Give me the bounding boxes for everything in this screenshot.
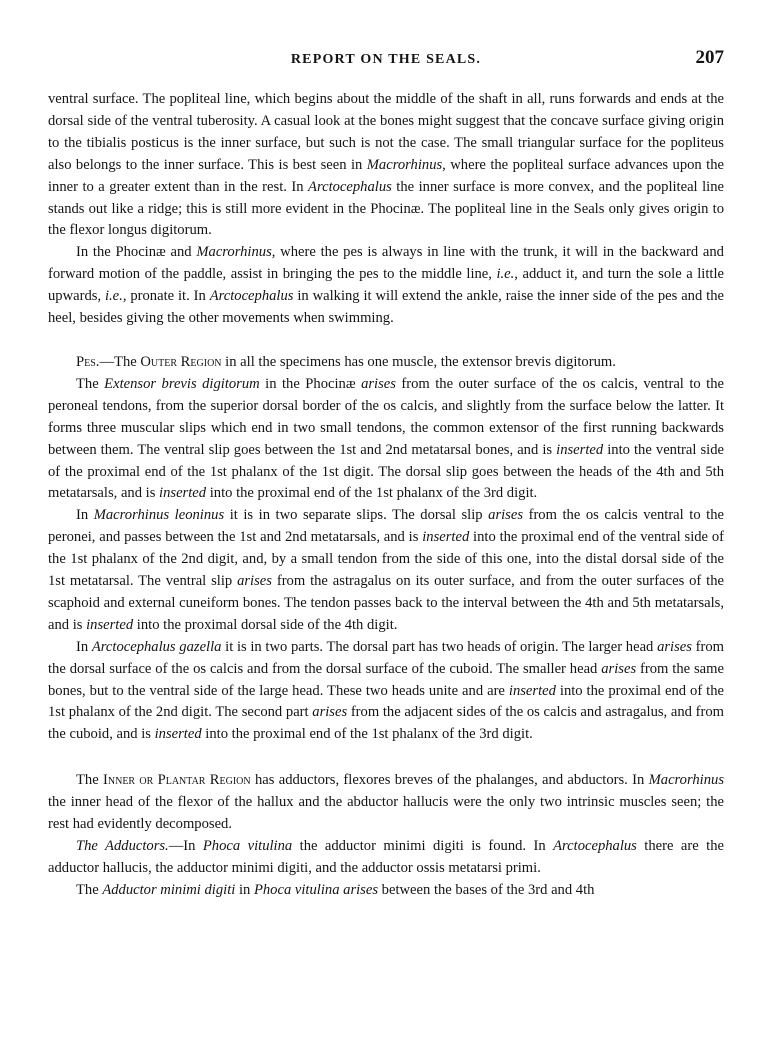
text-run: there are the adductor hallucis, the adductor minimi digiti, and the adductor ossis metatarsi primi. [48,838,724,876]
text-run: adduct it, and turn the sole a little upwards, [48,266,724,305]
text-run: the inner surface is more convex, and the popliteal line stands out like a ridge; this is still more evident in the Phocinæ. The popliteal line in the Seals only gives origin to the flexor longus digitorum. [48,178,724,239]
text-run: into the proximal end of the 1st phalanx of the 3rd digit. [201,726,533,743]
text-run: pronate it. In [126,288,210,305]
small-caps-run: Inner or Plantar Region [103,772,251,789]
text-run: In the Phocinæ and [76,244,197,261]
italic-run: The Adductors. [76,838,169,854]
text-run: between the bases of the 3rd and 4th [378,881,595,898]
italic-run: inserted [422,529,470,546]
italic-run: Macrorhinus, [366,156,446,173]
italic-run: inserted [86,616,134,633]
text-run: from the os calcis ventral to the peronei, and passes between the 1st and 2nd metatarsals, and is [48,507,724,546]
text-run: into the proximal end of the ventral side of the 1st phalanx of the 2nd digit, and, by a small tendon from the side of this one, into the distal dorsal side of the 1st metatarsal. The ventral slip [48,529,724,590]
running-title: REPORT ON THE SEALS. [290,52,482,67]
text-run: ventral surface. The popliteal line, which begins about the middle of the shaft in all, runs forwards and ends at the dorsal side of the ventral tuberosity. A casual look at the bones might suggest that the concave surface giving origin to the tibialis posticus is the inner surface, but such is not the case. The small triangular surface for the popliteus also belongs to the inner surface. This is best seen in [48,91,724,173]
small-caps-run: Outer Region [140,353,222,370]
text-run: from the same bones, but to the ventral side of the large head. These two heads unite and are [48,660,724,699]
text-run: —In [168,838,203,854]
text-run: where the pes is always in line with the trunk, it will in the backward and forward motion of the paddle, assist in bringing the pes to the middle line, [48,244,724,283]
italic-run: arises [312,704,348,721]
italic-run: Phoca vitulina [253,881,340,898]
italic-run: arises [488,507,524,524]
italic-run: Adductor minimi digiti [102,881,236,898]
paragraph-adductor-minimi-digiti [48,880,724,902]
paragraph-pes-motion [48,242,724,330]
text-run: has adductors, flexores breves of the phalanges, and abductors. In [250,772,649,789]
text-run: the inner head of the flexor of the hallux and the abductor hallucis were the only two intrinsic muscles seen; the rest had evidently decomposed. [48,794,724,833]
italic-run: arises [343,881,379,898]
paragraph-extensor-brevis-phocinae [48,374,724,505]
paragraph-macrorhinus-leoninus [48,505,724,636]
italic-run: arises [657,638,692,655]
text-run: it is in two parts. The dorsal part has two heads of origin. The larger head [221,638,658,655]
text-run: The [76,772,104,789]
italic-run: arises [237,573,272,590]
small-caps-run: Pes [76,353,96,370]
italic-run: inserted [508,682,556,699]
page-header [48,46,724,76]
italic-run: Macrorhinus [648,772,725,789]
text-run: into the proximal end of the 1st phalanx of the 3rd digit. [206,485,538,502]
text-run: The [76,375,105,392]
paragraph-the-adductors [48,836,724,880]
text-run: in the Phocinæ [259,375,362,392]
page-number: 207 [695,47,724,68]
text-run: into the proximal dorsal side of the 4th digit. [133,616,398,633]
italic-run: i.e., [104,288,127,305]
italic-run: arises [361,375,396,392]
italic-run: Macrorhinus, [196,244,276,261]
text-run: into the proximal end of the 1st phalanx of the 2nd digit. The second part [48,682,725,721]
body-text [48,89,724,902]
paragraph-popliteal-line [48,89,724,242]
italic-run: i.e., [496,266,518,283]
italic-run: Arctocephalus [553,838,637,854]
italic-run: Macrorhinus leoninus [93,507,225,524]
paragraph-pes-outer-region [48,352,724,374]
text-run: .—The [95,353,141,370]
text-run: in [235,881,254,898]
text-run: from the outer surface of the os calcis, ventral to the peroneal tendons, from the superior dorsal border of the os calcis, and slightly from the surface below the latter. It forms three muscular slips which end in two small tendons, the common extensor of the first running backwards between them. The ventral slip goes between the 1st and 2nd metatarsal bones, and is [48,375,724,458]
text-run: into the ventral side of the proximal end of the 1st phalanx of the 1st digit. The dorsal slip goes between the heads of the 4th and 5th metatarsals, and is [48,441,724,502]
italic-run: Arctocephalus [308,178,392,195]
text-run: The [76,881,103,898]
text-run: In [76,638,92,655]
paragraph-arctocephalus-gazella [48,637,724,747]
text-run: from the dorsal surface of the os calcis and from the dorsal surface of the cuboid. The smaller head [48,638,724,677]
text-run: from the adjacent sides of the os calcis and astragalus, and from the cuboid, and is [48,704,724,743]
text-run: from the astragalus on its outer surface, and from the outer surfaces of the scaphoid and external cuneiform bones. The tendon passes back to the interval between the 4th and 5th metatarsals, and is [48,573,724,633]
italic-run: Phoca vitulina [202,838,293,854]
text-run: where the popliteal surface advances upon the inner to a greater extent than in the rest. In [48,156,724,195]
italic-run: Extensor brevis digitorum [104,375,260,392]
text-run: In [76,507,94,524]
italic-run: Arctocephalus gazella [91,638,222,655]
text-run: the adductor minimi digiti is found. In [292,838,554,854]
text-run: in all the specimens has one muscle, the extensor brevis digitorum. [221,353,616,370]
italic-run: Arctocephalus [209,288,294,305]
italic-run: inserted [159,485,207,502]
text-run: it is in two separate slips. The dorsal slip [224,507,489,524]
paragraph-inner-plantar-region [48,770,724,836]
italic-run: arises [601,660,637,677]
italic-run: inserted [154,726,202,743]
italic-run: inserted [556,441,604,458]
text-run: in walking it will extend the ankle, raise the inner side of the pes and the heel, besides giving the other movements when swimming. [48,288,724,327]
